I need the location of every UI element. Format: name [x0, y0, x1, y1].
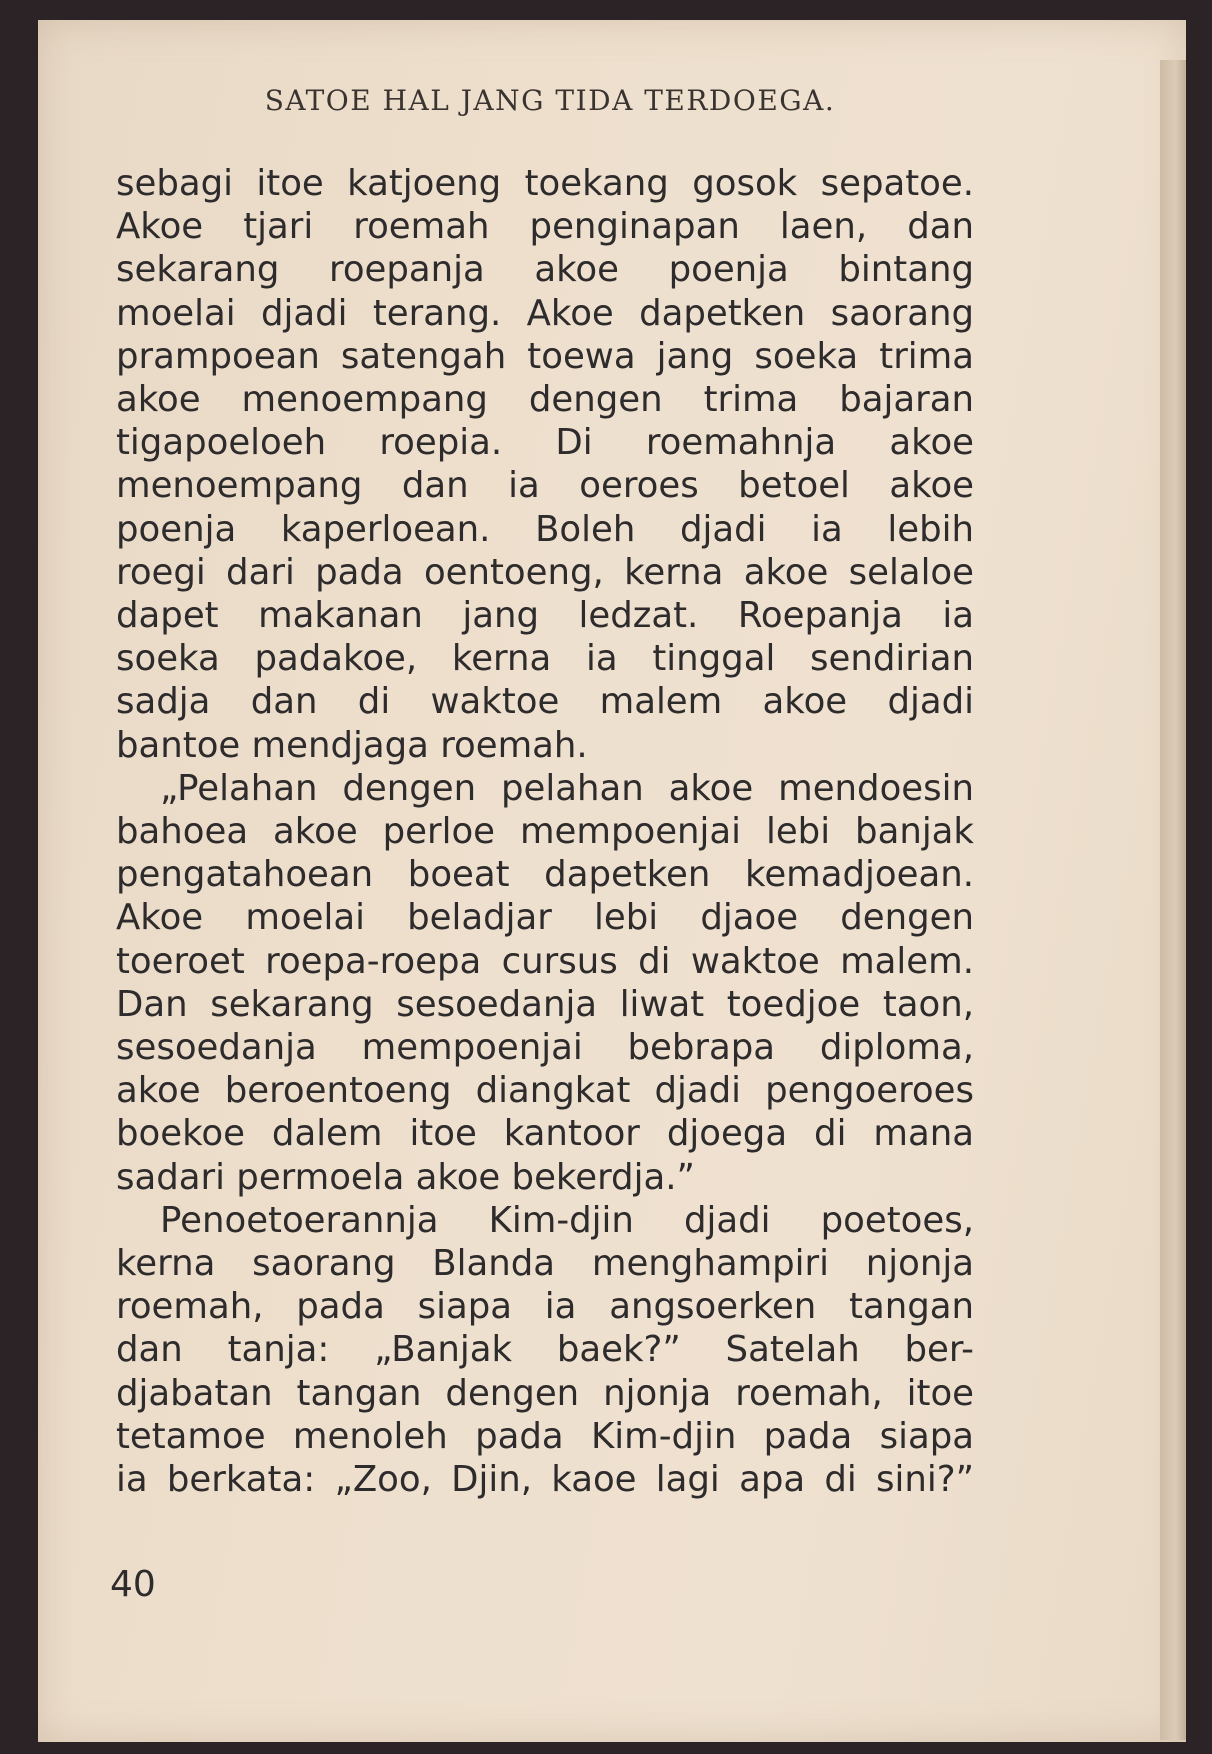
text-line: sekarang roepanja akoe poenja bintang [116, 249, 974, 291]
text-line: soeka padakoe, kerna ia tinggal sendirian [116, 638, 974, 680]
text-line: akoe menoempang dengen trima bajaran [116, 379, 974, 421]
text-line: moelai djadi terang. Akoe dapetken saorang [116, 292, 974, 334]
text-line: boekoe dalem itoe kantoor djoega di mana [116, 1113, 974, 1155]
running-head: SATOE HAL JANG TIDA TERDOEGA. [264, 84, 836, 117]
text-line: Dan sekarang sesoedanja liwat toedjoe taon, [116, 983, 974, 1025]
paragraph [116, 1199, 974, 1501]
text-line: akoe beroentoeng diangkat djadi pengoeroes [116, 1070, 974, 1112]
paragraph [116, 162, 974, 767]
text-line: bantoe mendjaga roemah. [116, 724, 588, 766]
text-line: sesoedanja mempoenjai bebrapa diploma, [116, 1027, 974, 1069]
text-line: roegi dari pada oentoeng, kerna akoe selaloe [116, 551, 974, 593]
text-line: prampoean satengah toewa jang soeka trima [116, 335, 974, 377]
text-line: poenja kaperloean. Boleh djadi ia lebih [116, 508, 974, 550]
page-number: 40 [110, 1564, 156, 1605]
text-line: sebagi itoe katjoeng toekang gosok sepatoe. [116, 163, 974, 204]
text-line: Akoe tjari roemah penginapan laen, dan [116, 206, 974, 248]
text-line: tetamoe menoleh pada Kim-djin pada siapa [116, 1415, 974, 1457]
text-line: menoempang dan ia oeroes betoel akoe [116, 465, 974, 507]
text-line: kerna saorang Blanda menghampiri njonja [116, 1243, 974, 1285]
text-line: dapet makanan jang ledzat. Roepanja ia [116, 595, 974, 637]
text-line: sadari permoela akoe bekerdja.” [116, 1156, 695, 1198]
text-line: pengatahoean boeat dapetken kemadjoean. [116, 854, 974, 896]
text-line: toeroet roepa-roepa cursus di waktoe malem. [116, 940, 974, 982]
text-body [116, 162, 974, 1501]
text-line: Akoe moelai beladjar lebi djaoe dengen [116, 897, 974, 939]
text-line: „Pelahan dengen pelahan akoe mendoesin [160, 767, 974, 809]
text-line: tigapoeloeh roepia. Di roemahnja akoe [116, 422, 974, 464]
text-line: roemah, pada siapa ia angsoerken tangan [116, 1286, 974, 1328]
paragraph [116, 767, 974, 1199]
text-line: djabatan tangan dengen njonja roemah, itoe [116, 1372, 974, 1414]
text-line: ia berkata: „Zoo, Djin, kaoe lagi apa di sini?” [116, 1459, 974, 1501]
next-page-edge [1160, 60, 1186, 1740]
text-line: Penoetoerannja Kim-djin djadi poetoes, [160, 1199, 974, 1241]
text-line: dan tanja: „Banjak baek?” Satelah ber- [116, 1329, 974, 1371]
text-line: sadja dan di waktoe malem akoe djadi [116, 681, 974, 723]
text-line: bahoea akoe perloe mempoenjai lebi banjak [116, 811, 974, 853]
